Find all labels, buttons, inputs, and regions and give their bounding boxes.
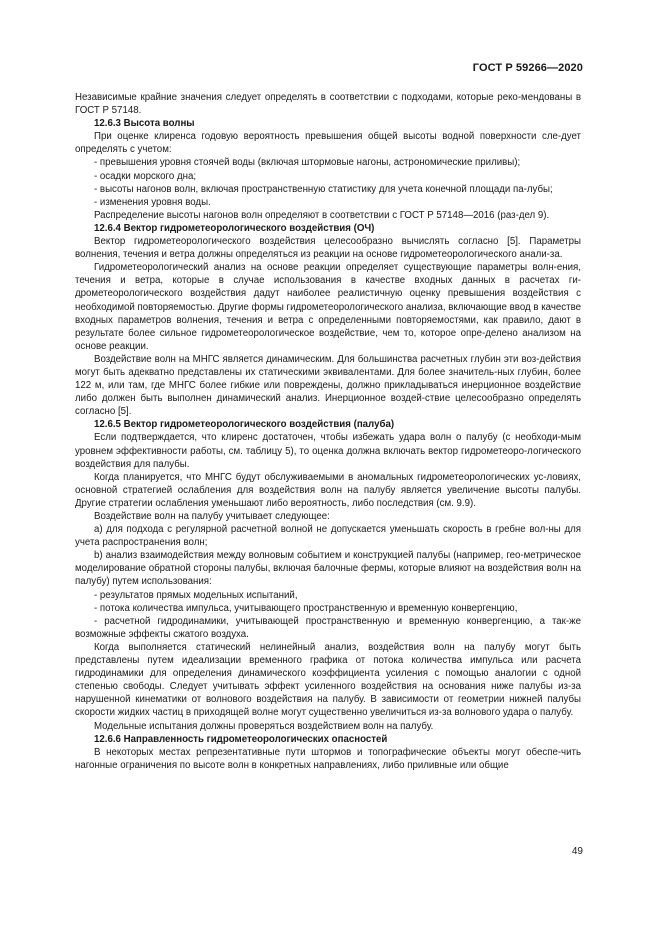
section-heading: 12.6.6 Направленность гидрометеорологических опасностей bbox=[94, 733, 388, 745]
list-item: - осадки морского дна; bbox=[94, 170, 197, 182]
paragraph: Когда выполняется статический нелинейный анализ, воздействия волн на палубу могут быть представлены путем идеализации временного графика от потока количества импульса или расчета гидродинамики для определения динамического коэффициента усиления с помощью аналогии с одной степенью свободы. Следует учитывать эффект усиленного воздействия на основания ниже палубы из-за нарушенной кинематики от волнового воздействия на палубу. В зависимости от геометрии нижней палубы скорости жидких частиц в приходящей волне могут существенно увеличиться из-за волнового удара о палубу. bbox=[75, 641, 581, 719]
paragraph: Воздействие волн на палубу учитывает следующее: bbox=[94, 511, 330, 522]
section-heading: 12.6.5 Вектор гидрометеорологического воздействия (палуба) bbox=[94, 419, 395, 431]
paragraph: Распределение высоты нагонов волн определяют в соответствии с ГОСТ Р 57148—2016 (раз-дел 9). bbox=[94, 209, 550, 221]
section-heading: 12.6.3 Высота волны bbox=[94, 118, 195, 130]
paragraph: Гидрометеорологический анализ на основе реакции определяет существующие параметры волн-ения, течения и ветра, которые в случае использования в качестве входных данных в расчетах ги-дрометеорологического воздействия дадут наиболее реалистичную оценку превышения воздействия с необходимой повторяемостью. Другие формы гидрометеорологического анализа, включающие ввод в качестве входных параметров волнения, течения и ветра с определенными повторяемостями, как правило, дают в результате более сильное гидрометеорологическое воздействие, чем то, которое опре-делено анализом на основе реакции. bbox=[75, 262, 581, 352]
list-item: - результатов прямых модельных испытаний, bbox=[94, 589, 298, 601]
paragraph: Модельные испытания должны проверяться воздействием волн на палубу. bbox=[94, 720, 434, 732]
paragraph: Вектор гидрометеорологического воздействия целесообразно вычислять согласно [5]. Параметры волнения, течения и ветра должны определяться из реакции на основе гидрометеорологического анали-за. bbox=[75, 236, 581, 261]
list-item: - изменения уровня воды. bbox=[94, 196, 211, 208]
page-number: 49 bbox=[571, 846, 583, 857]
paragraph: Когда планируется, что МНГС будут обслуживаемыми в аномальных гидрометеорологических ус-ловиях, основной стратегией ослабления для воздействия волн на палубу является увеличение высоты палубы. Другие стратегии ослабления уменьшают либо вероятность, либо последствия (см. 9.9). bbox=[75, 471, 581, 509]
list-item: b) анализ взаимодействия между волновым событием и конструкцией палубы (например, гео-метрическое моделирование обратной стороны палубы, включая балочные фермы, которые влияют на воздействия волн на палубу) путем использования: bbox=[75, 550, 581, 588]
paragraph: В некоторых местах репрезентативные пути штормов и топографические объекты могут обеспе-чить нагонные ограничения по высоте волн в конкретных направлениях, либо приливные или общие bbox=[75, 746, 581, 771]
list-item: - потока количества импульса, учитывающего пространственную и временную конвергенцию, bbox=[94, 602, 518, 614]
section-heading: 12.6.4 Вектор гидрометеорологического воздействия (ОЧ) bbox=[94, 222, 375, 234]
list-item: - высоты нагонов волн, включая пространственную статистику для учета конечной площади па-лубы; bbox=[94, 183, 553, 195]
document-body bbox=[75, 91, 581, 772]
list-item: а) для подхода с регулярной расчетной волной не допускается уменьшать скорость в гребне вол-ны для учета распространения волн; bbox=[75, 524, 581, 549]
paragraph: При оценке клиренса годовую вероятность превышения общей высоты водной поверхности сле-дует определять с учетом: bbox=[75, 131, 581, 156]
list-item: - расчетной гидродинамики, учитывающей пространственную и временную конвергенцию, а так-же возможные эффекты сжатого воздуха. bbox=[75, 615, 581, 640]
paragraph: Если подтверждается, что клиренс достаточен, чтобы избежать удара волн о палубу (с необходи-мым уровнем эффективности работы, см. таблицу 5), то оценка должна включать вектор гидрометеоро-логического воздействия для палубы. bbox=[75, 432, 581, 470]
paragraph: Независимые крайние значения следует определять в соответствии с подходами, которые реко-мендованы в ГОСТ Р 57148. bbox=[75, 92, 581, 117]
list-item: - превышения уровня стоячей воды (включая штормовые нагоны, астрономические приливы); bbox=[94, 157, 521, 169]
document-header: ГОСТ Р 59266—2020 bbox=[472, 62, 583, 74]
paragraph: Воздействие волн на МНГС является динамическим. Для большинства расчетных глубин эти воз-действия могут быть адекватно представлены их статическими эквивалентами. Для более значитель-ных глубин, более 122 м, или там, где МНГС более гибкие или повреждены, должно прикладываться инерционное воздействие либо должен быть выполнен динамический анализ. Инерционное воздей-ствие целесообразно определять согласно [5]. bbox=[75, 353, 581, 418]
